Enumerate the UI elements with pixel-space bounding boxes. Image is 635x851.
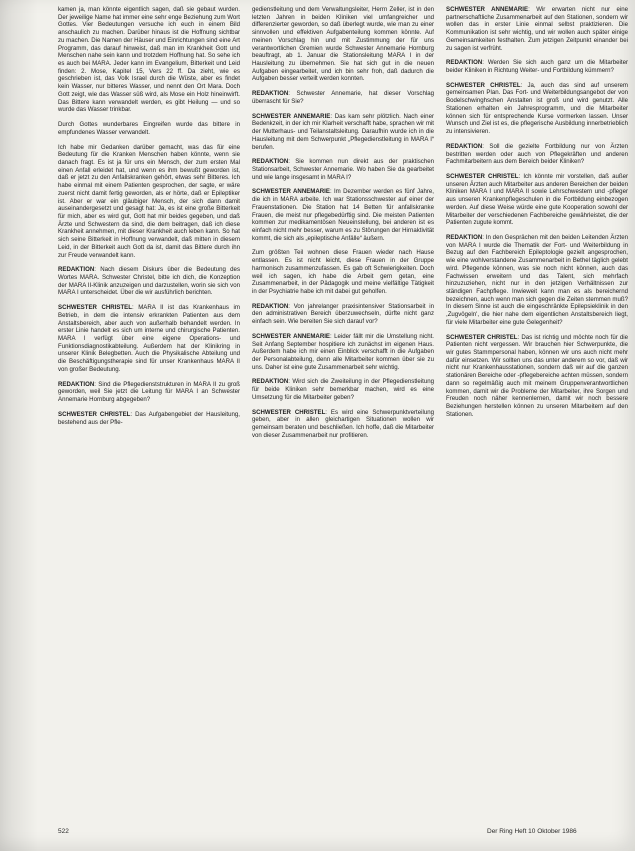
interview-paragraph: SCHWESTER ANNEMARIE: Leider fällt mir die Umstellung nicht. Seit Anfang September hospitiere ich zunächst im eigenen Haus. Außerdem habe ich mir einen Einblick verschafft in die Aufgaben der Personalabteilung, denn alle Mitarbeiter kommen über sie zu uns. Daher ist eine gute Zusammenarbeit sehr wichtig.	[252, 332, 434, 371]
paragraph-text: Nach diesem Diskurs über die Bedeutung des Wortes MARA. Schwester Christel, bitte ich dich, die Konzeption der MARA II-Klinik anzuzeigen und darzustellen, worin sie sich von MARA I unterscheidet. Über die wir ausführlich berichten.	[58, 266, 240, 297]
paragraph-text: In den Gesprächen mit den beiden Leitenden Ärzten von MARA I wurde die Thematik der Fort- und Weiterbildung in Bezug auf den Fachbereich Epileptologie gezielt angesprochen, wie eine wohlverstandene Zusammenarbeit in Bethel täglich gelebt wird. Pflegende können, was sie noch nicht können, auch das Fachwissen erweitern und das Talent, sich mehrfach hinzuzuziehen, nicht nur in den jetzigen Verhältnissen zur ständigen Fachpflege. Inwieweit kann man es als bereichernd bezeichnen, auch wenn man sich gegen die Zeiten stemmen muß? In diesem Sinne ist auch die eingeschränkte Epilepsieklinik in den ,Zugvögeln', die hier nahe dem eigentlichen Anstaltsbereich liegt, für viele Mitarbeiter eine gute Gelegenheit?	[446, 233, 628, 326]
speaker-label: SCHWESTER ANNEMARIE	[252, 332, 330, 340]
paragraph-text: Ja, auch das sind auf unserem gemeinsamen Plan. Das Fort- und Weiterbildungsangebot der von Bodelschwinghschen Anstalten ist groß und wird genutzt. Alle Stationen erhalten ein Jahresprogramm, und die Mitarbeiter können sich für entsprechende Kurse vormerken lassen. Unser Wunsch und Ziel ist es, die pflegerische Ausbildung innerbetrieblich zu intensivieren.	[446, 81, 628, 136]
interview-paragraph: REDAKTION: Wird sich die Zweiteilung in der Pflegedienstleitung für beide Kliniken sehr bemerkbar machen, wird es eine Umsetzung für die Mitarbeiter geben?	[252, 378, 434, 401]
paragraph-text: Leider fällt mir die Umstellung nicht. Seit Anfang September hospitiere ich zunächst im eigenen Haus. Außerdem habe ich mir einen Einblick verschafft in die Aufgaben der Personalabteilung, denn alle Mitarbeiter kommen über sie zu uns. Daher ist eine gute Zusammenarbeit sehr wichtig.	[252, 332, 434, 371]
interview-paragraph: SCHWESTER ANNEMARIE: Im Dezember werden es fünf Jahre, die ich in MARA arbeite. Ich war Stationsschwester auf einer der Frauenstationen. Die Station hat 14 Betten für anfallskranke Frauen, die meist nur pflegebedürftig sind. Die meisten Patienten kommen zur medikamentösen Neueinstellung, bei anderen ist es einfach nicht mehr besser, warum es zu Störungen der Hirnaktivität kommt, die sich als „epileptische Anfälle“ äußern.	[252, 188, 434, 242]
speaker-label: SCHWESTER CHRISTEL	[58, 304, 132, 312]
paragraph-text: Im Dezember werden es fünf Jahre, die ich in MARA arbeite. Ich war Stationsschwester auf einer der Frauenstationen. Die Station hat 14 Betten für anfallskranke Frauen, die meist nur pflegebedürftig sind. Die meisten Patienten kommen zur medikamentösen Neueinstellung, bei anderen ist es einfach nicht mehr besser, warum es zu Störungen der Hirnaktivität kommt, die sich als „epileptische Anfälle“ äußern.	[252, 188, 434, 242]
page-number: 522	[58, 828, 69, 835]
interview-paragraph: SCHWESTER CHRISTEL: MARA II ist das Krankenhaus im Betrieb, in dem die intensiv erkrankten Patienten aus dem Anstaltsbereich, aber auch von außerhalb behandelt werden. In erster Linie handelt es sich um interne und chirurgische Patienten. MARA I verfügt über eine eigene Operations- und Funktionsdiagnostikabteilung. Außerdem hat der Klinikring in unserer Klinik Belegbetten. Auch die Physikalische Abteilung und die Beschäftigungstherapie sind für unser Krankenhaus MARA II von großer Bedeutung.	[58, 304, 240, 373]
interview-paragraph: SCHWESTER ANNEMARIE: Wir erwarten nicht nur eine partnerschaftliche Zusammenarbeit auf den Stationen, sondern wir wollen das in erster Linie einmal selbst praktizieren. Die Kommunikation ist sehr wichtig, und wir wollen auch später einige Gemeinsamkeiten festhalten. Zum jetzigen Zeitpunkt einander bei zu sagen ist verfrüht.	[446, 6, 628, 52]
paragraph-text: Schwester Annemarie, hat dieser Vorschlag überrascht für Sie?	[252, 90, 434, 105]
speaker-label: REDAKTION	[446, 59, 483, 67]
text-column-2	[252, 6, 434, 806]
speaker-label: SCHWESTER CHRISTEL	[446, 81, 521, 89]
speaker-label: REDAKTION	[58, 380, 95, 388]
paragraph-text: Durch Gottes wunderbares Eingreifen wurde das bittere in empfundenes Wasser verwandelt.	[58, 121, 240, 136]
speaker-label: SCHWESTER CHRISTEL	[252, 408, 326, 416]
interview-paragraph: REDAKTION: Soll die gezielte Fortbildung nur von Ärzten bestritten werden oder auch von Pflegekräften und anderen Fachmitarbeitern aus dem Bereich beider Kliniken?	[446, 142, 628, 166]
paragraph-text: Sie kommen nun direkt aus der praktischen Stationsarbeit, Schwester Annemarie. Wo haben Sie da gearbeitet und wie lange insgesamt in MARA I?	[252, 158, 434, 181]
speaker-label: SCHWESTER ANNEMARIE	[446, 6, 529, 13]
body-paragraph	[58, 144, 240, 260]
speaker-label: REDAKTION	[252, 378, 289, 386]
paragraph-text: Von jahrelanger praxisintensiver Stationsarbeit in den administrativen Bereich überzuwechseln, dürfte nicht ganz einfach sein. Wie bereiten Sie sich darauf vor?	[252, 302, 434, 326]
interview-paragraph: SCHWESTER CHRISTEL: Ja, auch das sind auf unserem gemeinsamen Plan. Das Fort- und Weiterbildungsangebot der von Bodelschwinghschen Anstalten ist groß und wird genutzt. Alle Stationen erhalten ein Jahresprogramm, und die Mitarbeiter können sich für entsprechende Kurse vormerken lassen. Unser Wunsch und Ziel ist es, die pflegerische Ausbildung innerbetrieblich zu intensivieren.	[446, 81, 628, 136]
body-paragraph	[58, 121, 240, 136]
footer-source: Der Ring Heft 10 Oktober 1986	[487, 828, 577, 835]
interview-paragraph: REDAKTION: Sind die Pflegedienststrukturen in MARA II zu groß geworden, weil Sie jetzt die Leitung für MARA I an Schwester Annemarie Hornburg abgegeben?	[58, 380, 240, 404]
speaker-label: REDAKTION	[446, 142, 483, 150]
paragraph-text: Wird sich die Zweiteilung in der Pflegedienstleitung für beide Kliniken sehr bemerkbar machen, wird es eine Umsetzung für die Mitarbeiter geben?	[252, 378, 434, 401]
speaker-label: SCHWESTER CHRISTEL	[446, 172, 519, 180]
paragraph-text: Es wird eine Schwerpunktverteilung geben, aber in allen gleichartigen Situationen wollen wir gemeinsam beraten und beschließen. Ich hoffe, daß die Mitarbeiter von dieser Zusammenarbeit nur profitieren.	[252, 408, 434, 439]
speaker-label: SCHWESTER CHRISTEL	[58, 410, 131, 418]
speaker-label: SCHWESTER ANNEMARIE	[252, 188, 330, 196]
paragraph-text: kamen ja, man könnte eigentlich sagen, daß sie gebaut wurden. Der jeweilige Name hat immer eine sehr enge Beziehung zum Wort Gottes. Vier Bedeutungen versuche ich euch in einem Bild anschaulich zu machen. Darüber hinaus ist die Hoffnung sichtbar zu machen. Die Namen der Häuser und Einrichtungen sind eine Art Programm, das darauf hinweist, daß man im Krankheit Gott und Menschen nahe sein kann und trotzdem Hoffnung hat. So sehe ich es auch bei MARA. Jeder kann im Evangelium, Bitterkeit und Leid finden: 2. Mose, Kapitel 15, Vers 22 ff. Da zieht, wie es geschrieben ist, das Volk Israel durch die Wüste, aber es findet kein Wasser, nur bitteres Wasser, und nennt den Ort Mara. Doch Gott zeigt, wie das Wasser süß wird, als Mose ein Holz hineinwirft. Das Bittere kann verwandelt werden, es gibt Heilung — und so wurde das Wasser trinkbar.	[58, 6, 240, 114]
interview-paragraph: REDAKTION: Sie kommen nun direkt aus der praktischen Stationsarbeit, Schwester Annemarie. Wo haben Sie da gearbeitet und wie lange insgesamt in MARA I?	[252, 158, 434, 181]
interview-paragraph: SCHWESTER CHRISTEL: Es wird eine Schwerpunktverteilung geben, aber in allen gleichartigen Situationen wollen wir gemeinsam beraten und beschließen. Ich hoffe, daß die Mitarbeiter von dieser Zusammenarbeit nur profitieren.	[252, 408, 434, 439]
paragraph-text: Das Aufgabengebiet der Hausleitung, bestehend aus der Pfle-	[58, 410, 240, 426]
text-column-1	[58, 6, 240, 808]
interview-paragraph: SCHWESTER CHRISTEL: Das ist richtig und möchte noch für die Patienten nicht vergessen. Wir brauchen hier Schwerpunkte, die wir gutes Stammpersonal haben, können wir uns auch nicht mehr dafür einsetzen. Wir sollten uns das unter anderem so vor, daß wir nicht nur Krankenhausstationen, sondern daß wir auf die ganzen stationären Bereiche oder -pflegebereiche achten müssen, sondern dann so regelmäßig auch mit meinem Gruppenverantwortlichen kommen, damit wir die Probleme der Mitarbeiter, ihre Sorgen und Freuden noch näher kennenlernen, damit wir noch bessere Beziehungen herstellen können zu unseren Mitarbeitern auf den Stationen.	[446, 333, 628, 418]
paragraph-text: Das kam sehr plötzlich. Nach einer Bedenkzeit, in der ich mir Klarheit verschafft habe, sprachen wir mit der Mutterhaus- und Teilanstaltsleitung. Daraufhin wurde ich in die Hausleitung mit dem Schwerpunkt „Pflegedienstleitung in MARA I“ berufen.	[252, 112, 434, 151]
body-paragraph	[252, 249, 434, 295]
text-column-3	[446, 6, 628, 806]
speaker-label: REDAKTION	[58, 266, 95, 274]
interview-paragraph: REDAKTION: In den Gesprächen mit den beiden Leitenden Ärzten von MARA I wurde die Thematik der Fort- und Weiterbildung in Bezug auf den Fachbereich Epileptologie gezielt angesprochen, wie eine wohlverstandene Zusammenarbeit in Bethel täglich gelebt wird. Pflegende können, was sie noch nicht können, auch das Fachwissen erweitern und das Talent, sich mehrfach hinzuzuziehen, nicht nur in den jetzigen Verhältnissen zur ständigen Fachpflege. Inwieweit kann man es als bereichernd bezeichnen, auch wenn man sich gegen die Zeiten stemmen muß? In diesem Sinne ist auch die eingeschränkte Epilepsieklinik in den ,Zugvögeln', die hier nahe dem eigentlichen Anstaltsbereich liegt, für viele Mitarbeiter eine gute Gelegenheit?	[446, 233, 628, 326]
interview-paragraph: SCHWESTER ANNEMARIE: Das kam sehr plötzlich. Nach einer Bedenkzeit, in der ich mir Klarheit verschafft habe, sprachen wir mit der Mutterhaus- und Teilanstaltsleitung. Daraufhin wurde ich in die Hausleitung mit dem Schwerpunkt „Pflegedienstleitung in MARA I“ berufen.	[252, 112, 434, 151]
interview-paragraph: REDAKTION: Schwester Annemarie, hat dieser Vorschlag überrascht für Sie?	[252, 90, 434, 105]
speaker-label: REDAKTION	[446, 233, 483, 241]
paragraph-text: Wir erwarten nicht nur eine partnerschaftliche Zusammenarbeit auf den Stationen, sondern wir wollen das in erster Linie einmal selbst praktizieren. Die Kommunikation ist sehr wichtig, und wir wollen auch später einige Gemeinsamkeiten festhalten. Zum jetzigen Zeitpunkt einander bei zu sagen ist verfrüht.	[446, 6, 628, 52]
speaker-label: SCHWESTER ANNEMARIE	[252, 112, 331, 120]
interview-paragraph: REDAKTION: Nach diesem Diskurs über die Bedeutung des Wortes MARA. Schwester Christel, bitte ich dich, die Konzeption der MARA II-Klinik anzuzeigen und darzustellen, worin sie sich von MARA I unterscheidet. Über die wir ausführlich berichten.	[58, 266, 240, 297]
speaker-label: REDAKTION	[252, 302, 289, 310]
paragraph-text: Soll die gezielte Fortbildung nur von Ärzten bestritten werden oder auch von Pflegekräften und anderen Fachmitarbeitern aus dem Bereich beider Kliniken?	[446, 142, 628, 166]
paragraph-text: Zum größten Teil wohnen diese Frauen wieder nach Hause entlassen. Es ist nicht leicht, diese Frauen in der Gruppe harmonisch zusammenzufassen. Es gab oft Schwierigkeiten. Doch weil ich sagen, ich habe die Arbeit gern getan, eine Zusammenarbeit, in der Pädagogik und meine vielfältige Tätigkeit in der Psychiatrie habe ich mit dabei gut geholfen.	[252, 249, 434, 295]
paragraph-text: MARA II ist das Krankenhaus im Betrieb, in dem die intensiv erkrankten Patienten aus dem Anstaltsbereich, aber auch von außerhalb behandelt werden. In erster Linie handelt es sich um interne und chirurgische Patienten. MARA I verfügt über eine eigene Operations- und Funktionsdiagnostikabteilung. Außerdem hat der Klinikring in unserer Klinik Belegbetten. Auch die Physikalische Abteilung und die Beschäftigungstherapie sind für unser Krankenhaus MARA II von großer Bedeutung.	[58, 304, 240, 373]
paragraph-text: Ich könnte mir vorstellen, daß außer unseren Ärzten auch Mitarbeiter aus anderen Bereichen der beiden Kliniken MARA I und MARA II sowie Lehrschwestern und -pfleger aus unseren Krankenpflegeschulen in die Fortbildung einbezogen werden. Auf diese Weise würde eine gute Kooperation sowohl der Mitarbeiter der verschiedenen Fachbereiche gewährleistet, die der Patienten zugute kommt.	[446, 172, 628, 227]
speaker-label: REDAKTION	[252, 90, 289, 98]
interview-paragraph: SCHWESTER CHRISTEL: Ich könnte mir vorstellen, daß außer unseren Ärzten auch Mitarbeiter aus anderen Bereichen der beiden Kliniken MARA I und MARA II sowie Lehrschwestern und -pfleger aus unseren Krankenpflegeschulen in die Fortbildung einbezogen werden. Auf diese Weise würde eine gute Kooperation sowohl der Mitarbeiter der verschiedenen Fachbereiche gewährleistet, die der Patienten zugute kommt.	[446, 172, 628, 227]
paragraph-text: Werden Sie sich auch ganz um die Mitarbeiter beider Kliniken in Richtung Weiter- und Fortbildung kümmern?	[446, 59, 628, 75]
binding-shadow	[0, 0, 38, 851]
interview-paragraph: REDAKTION: Von jahrelanger praxisintensiver Stationsarbeit in den administrativen Bereich überzuwechseln, dürfte nicht ganz einfach sein. Wie bereiten Sie sich darauf vor?	[252, 302, 434, 326]
body-paragraph	[58, 6, 240, 114]
paragraph-text: Das ist richtig und möchte noch für die Patienten nicht vergessen. Wir brauchen hier Schwerpunkte, die wir gutes Stammpersonal haben, können wir uns auch nicht mehr dafür einsetzen. Wir sollten uns das unter anderem so vor, daß wir nicht nur Krankenhausstationen, sondern daß wir auf die ganzen stationären Bereiche oder -pflegebereiche achten müssen, sondern dann so regelmäßig auch mit meinem Gruppenverantwortlichen kommen, damit wir die Probleme der Mitarbeiter, ihre Sorgen und Freuden noch näher kennenlernen, damit wir noch bessere Beziehungen herstellen können zu unseren Mitarbeitern auf den Stationen.	[446, 333, 628, 418]
speaker-label: REDAKTION	[252, 158, 289, 166]
paragraph-text: Ich habe mir Gedanken darüber gemacht, was das für eine Bedeutung für die Kranken Menschen haben könnte, wenn sie danach fragt. Es ist ja für uns ein Mensch, der zum ersten Mal einen Anfall erleidet hat, und wenn es ihm bewußt geworden ist, daß er jetzt zu den Anfallskranken gehört, etwas sehr Bitteres. Ich habe einmal mit einem Patienten gesprochen, der sagte, er wäre zuerst nicht damit fertig geworden, als er hörte, daß er Epileptiker ist. Aber er war ein gläubiger Mensch, der sich dann damit auseinandergesetzt und gesagt hat: Ja, es ist eine große Bitterkeit für mich, aber es wird gut, Gott hat mir beides gegeben, und daß Ärzte und Schwestern da sind, die dem beitragen, daß ich diese Krankheit annehmen, mit dieser Krankheit auch leben kann. So hat sich seine Bitterkeit in Hoffnung verwandelt, daß mitten in diesem Leid, in der Bitterkeit auch Gott da ist, damit das Bittere durch ihn zur Freude verwandelt kann.	[58, 143, 240, 259]
body-paragraph	[252, 6, 434, 83]
interview-paragraph: REDAKTION: Werden Sie sich auch ganz um die Mitarbeiter beider Kliniken in Richtung Weiter- und Fortbildung kümmern?	[446, 59, 628, 75]
speaker-label: SCHWESTER CHRISTEL	[446, 333, 518, 341]
interview-paragraph: SCHWESTER CHRISTEL: Das Aufgabengebiet der Hausleitung, bestehend aus der Pfle-	[58, 410, 240, 426]
paragraph-text: gedienstleitung und dem Verwaltungsleiter, Herrn Zeller, ist in den letzten Jahren in beiden Kliniken viel umfangreicher und differenzierter geworden, so daß überlegt wurde, wie man zu einer sinnvollen und effektiven Aufgabenteilung kommen könnte. Auf meinen Vorschlag hin und mit Zustimmung der für uns verantwortlichen Gremien wurde Schwester Annemarie Hornburg beauftragt, ab 1. Januar die Stationsleitung MARA I in der Hausleitung zu übernehmen. Sie hat sich gut in die neuen Aufgaben eingearbeitet, und ich bin sehr froh, daß dadurch die Aufgaben besser verteilt werden konnten.	[252, 6, 434, 83]
paragraph-text: Sind die Pflegedienststrukturen in MARA II zu groß geworden, weil Sie jetzt die Leitung für MARA I an Schwester Annemarie Hornburg abgegeben?	[58, 380, 240, 404]
